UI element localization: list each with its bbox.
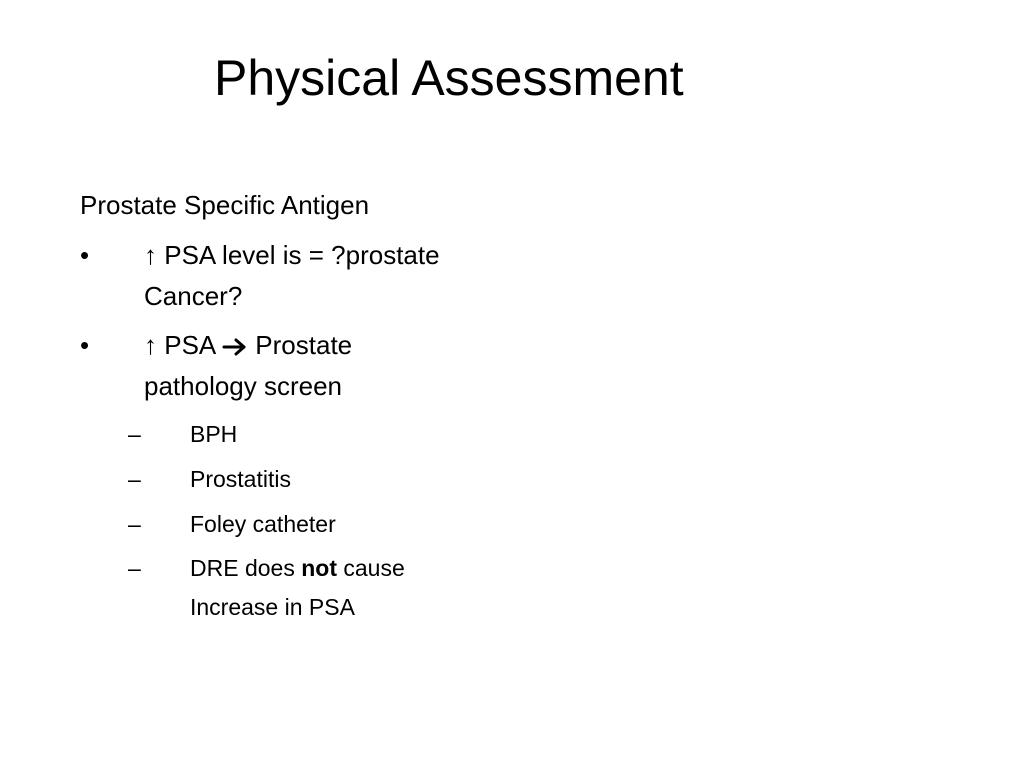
up-arrow-glyph: ↑: [144, 240, 157, 270]
slide-title: Physical Assessment: [214, 50, 684, 106]
bullet-marker: •: [80, 240, 90, 270]
bullet-marker: •: [80, 330, 90, 360]
bullet-part-1: PSA: [164, 330, 215, 360]
bullet-line-2: Cancer?: [144, 281, 243, 311]
sub-marker: –: [128, 421, 141, 447]
section-heading: Prostate Specific Antigen: [80, 190, 370, 220]
bullet-text: [144, 235, 524, 317]
bullet-part-2: Prostate: [255, 330, 353, 360]
sub-item-text: [190, 549, 510, 627]
sub-text-after: cause: [336, 555, 405, 581]
sub-item-text: Prostatitis: [190, 466, 291, 492]
up-arrow-glyph: ↑: [144, 330, 157, 360]
sub-text-before: DRE does: [190, 555, 302, 581]
sub-marker: –: [128, 466, 141, 492]
sub-text-line-2: Increase in PSA: [190, 594, 355, 620]
right-arrow-icon: [222, 337, 248, 357]
bullet-line-2: pathology screen: [144, 371, 343, 401]
sub-marker: –: [128, 555, 141, 581]
sub-item-text: BPH: [190, 421, 238, 447]
sub-item-text: Foley catheter: [190, 511, 336, 537]
bullet-line-1: PSA level is = ?prostate: [164, 240, 440, 270]
emphasis-text: not: [301, 555, 337, 581]
bullet-text: [144, 325, 524, 407]
sub-marker: –: [128, 511, 141, 537]
